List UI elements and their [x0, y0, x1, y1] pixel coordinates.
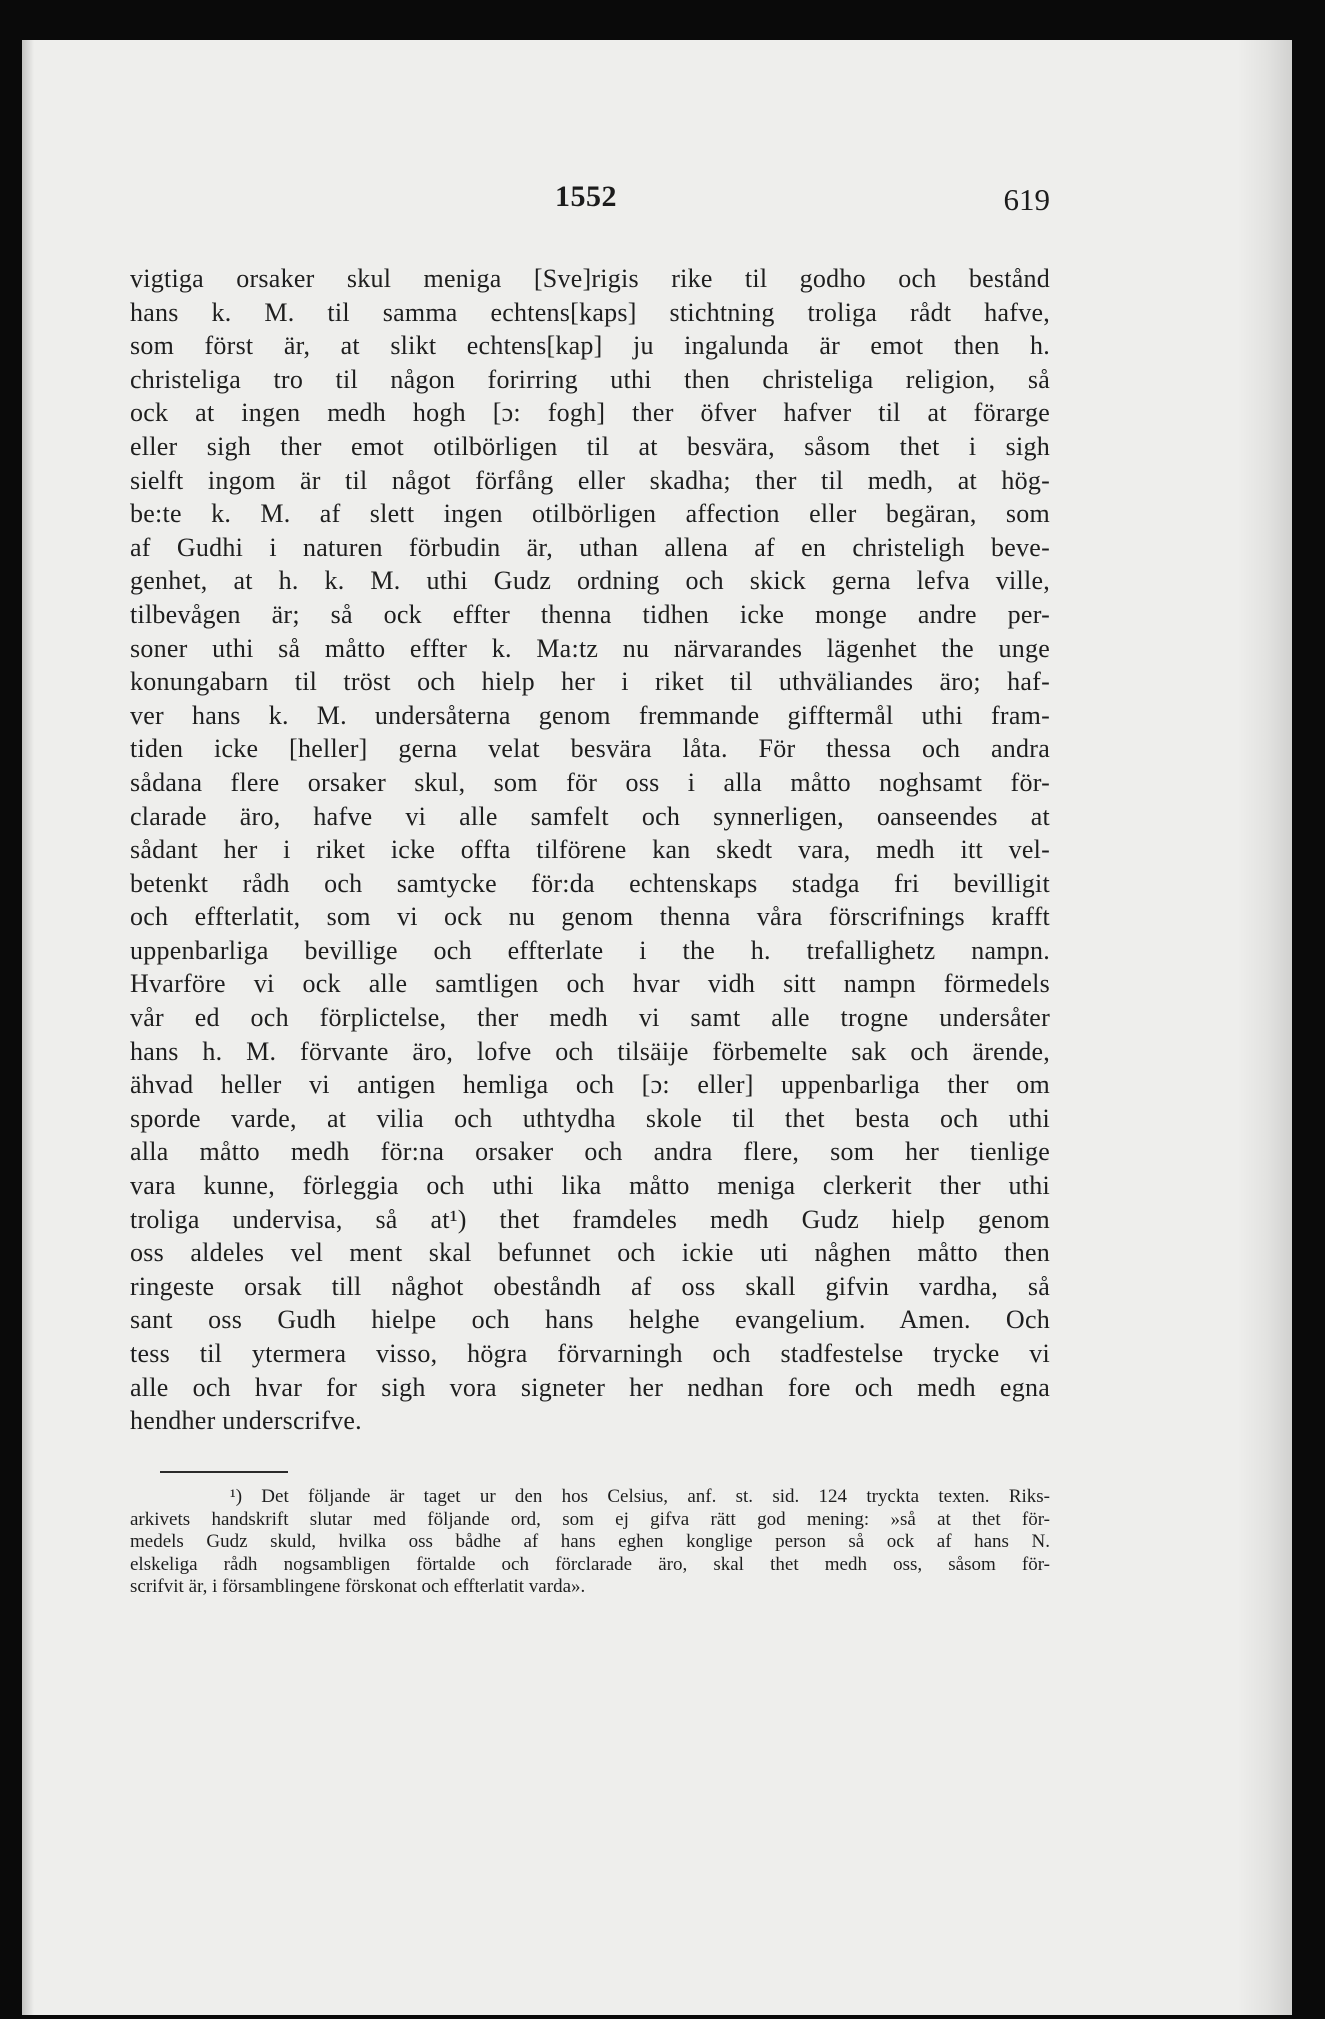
header-year: 1552	[555, 180, 617, 213]
running-header	[130, 180, 1050, 230]
text-line: hendher underscrifve.	[130, 1406, 362, 1436]
footnote-divider	[160, 1471, 288, 1473]
text-line: tess til ytermera visso, högra förvarningh och stadfestelse trycke vi	[130, 1339, 1050, 1368]
text-line: sporde varde, at vilia och uthtydha skole til thet besta och uthi	[130, 1103, 1050, 1133]
page-number: 619	[1003, 182, 1050, 217]
text-line: troliga undervisa, så at¹) thet framdeles medh Gudz hielp genom	[130, 1204, 1050, 1234]
text-line: tilbevågen är; så ock effter thenna tidhen icke monge andre per-	[130, 599, 1050, 629]
footnote-line: ¹) Det följande är taget ur den hos Celsius, anf. st. sid. 124 tryckta texten. Riks-	[230, 1486, 1050, 1507]
text-line: som först är, at slikt echtens[kap] ju ingalunda är emot then h.	[130, 331, 1050, 361]
text-line: vara kunne, förleggia och uthi lika måtto meniga clerkerit ther uthi	[130, 1171, 1050, 1201]
text-line: hans h. M. förvante äro, lofve och tilsäije förbemelte sak och ärende,	[130, 1036, 1050, 1066]
footnote-line: scrifvit är, i församblingene förskonat och effterlatit varda».	[130, 1576, 586, 1597]
text-line: betenkt rådh och samtycke för:da echtenskaps stadga fri bevilligit	[130, 868, 1050, 898]
text-line: Hvarföre vi ock alle samtligen och hvar vidh sitt nampn förmedels	[130, 969, 1050, 999]
text-line: och effterlatit, som vi ock nu genom thenna våra förscrifnings krafft	[130, 902, 1050, 932]
text-line: ähvad heller vi antigen hemliga och [ɔ: eller] uppenbarliga ther om	[130, 1070, 1050, 1100]
footnote-line: medels Gudz skuld, hvilka oss bådhe af hans eghen konglige person så ock af hans N.	[130, 1531, 1050, 1552]
text-line: christeliga tro til någon forirring uthi then christeliga religion, så	[130, 364, 1050, 394]
text-line: af Gudhi i naturen förbudin är, uthan allena af en christeligh beve-	[130, 532, 1050, 562]
text-line: alla måtto medh för:na orsaker och andra flere, som her tienlige	[130, 1137, 1050, 1167]
text-line: sant oss Gudh hielpe och hans helghe evangelium. Amen. Och	[130, 1305, 1050, 1335]
text-line: alle och hvar for sigh vora signeter her nedhan fore och medh egna	[130, 1372, 1050, 1402]
text-line: hans k. M. til samma echtens[kaps] stichtning troliga rådt hafve,	[130, 297, 1050, 327]
body-text	[130, 262, 1050, 1438]
scan-edge-shadow-right	[1237, 40, 1292, 2015]
text-line: ver hans k. M. undersåterna genom fremmande gifftermål uthi fram-	[130, 700, 1050, 730]
text-line: clarade äro, hafve vi alle samfelt och synnerligen, oanseendes at	[130, 801, 1050, 831]
text-line: be:te k. M. af slett ingen otilbörligen affection eller begäran, som	[130, 499, 1050, 529]
text-line: eller sigh ther emot otilbörligen til at besvära, såsom thet i sigh	[130, 431, 1050, 461]
text-line: uppenbarliga bevillige och effterlate i the h. trefallighetz nampn.	[130, 935, 1050, 965]
scan-edge-shadow-left	[22, 40, 34, 2015]
text-line: sådana flere orsaker skul, som för oss i alla måtto noghsamt för-	[130, 767, 1050, 797]
text-line: ock at ingen medh hogh [ɔ: fogh] ther öfver hafver til at förarge	[130, 398, 1050, 428]
text-line: konungabarn til tröst och hielp her i riket til uthväliandes äro; haf-	[130, 667, 1050, 697]
document-page	[22, 40, 1292, 2015]
text-line: sielft ingom är til något förfång eller skadha; ther til medh, at hög-	[130, 465, 1050, 495]
footnote	[130, 1486, 1050, 1599]
text-line: sådant her i riket icke offta tilförene kan skedt vara, medh itt vel-	[130, 835, 1050, 865]
text-line: ringeste orsak till någhot obeståndh af oss skall gifvin vardha, så	[130, 1271, 1050, 1301]
footnote-line: elskeliga rådh nogsambligen förtalde och förclarade äro, skal thet medh oss, såsom för-	[130, 1553, 1050, 1575]
text-line: vår ed och förplictelse, ther medh vi samt alle trogne undersåter	[130, 1003, 1050, 1033]
text-line: oss aldeles vel ment skal befunnet och ickie uti någhen måtto then	[130, 1238, 1050, 1268]
footnote-line: arkivets handskrift slutar med följande ord, som ej gifva rätt god mening: »så at thet för-	[130, 1508, 1050, 1530]
text-line: vigtiga orsaker skul meniga [Sve]rigis rike til godho och bestånd	[130, 264, 1050, 293]
text-line: tiden icke [heller] gerna velat besvära låta. För thessa och andra	[130, 734, 1050, 764]
text-line: genhet, at h. k. M. uthi Gudz ordning och skick gerna lefva ville,	[130, 566, 1050, 596]
text-line: soner uthi så måtto effter k. Ma:tz nu närvarandes lägenhet the unge	[130, 633, 1050, 663]
